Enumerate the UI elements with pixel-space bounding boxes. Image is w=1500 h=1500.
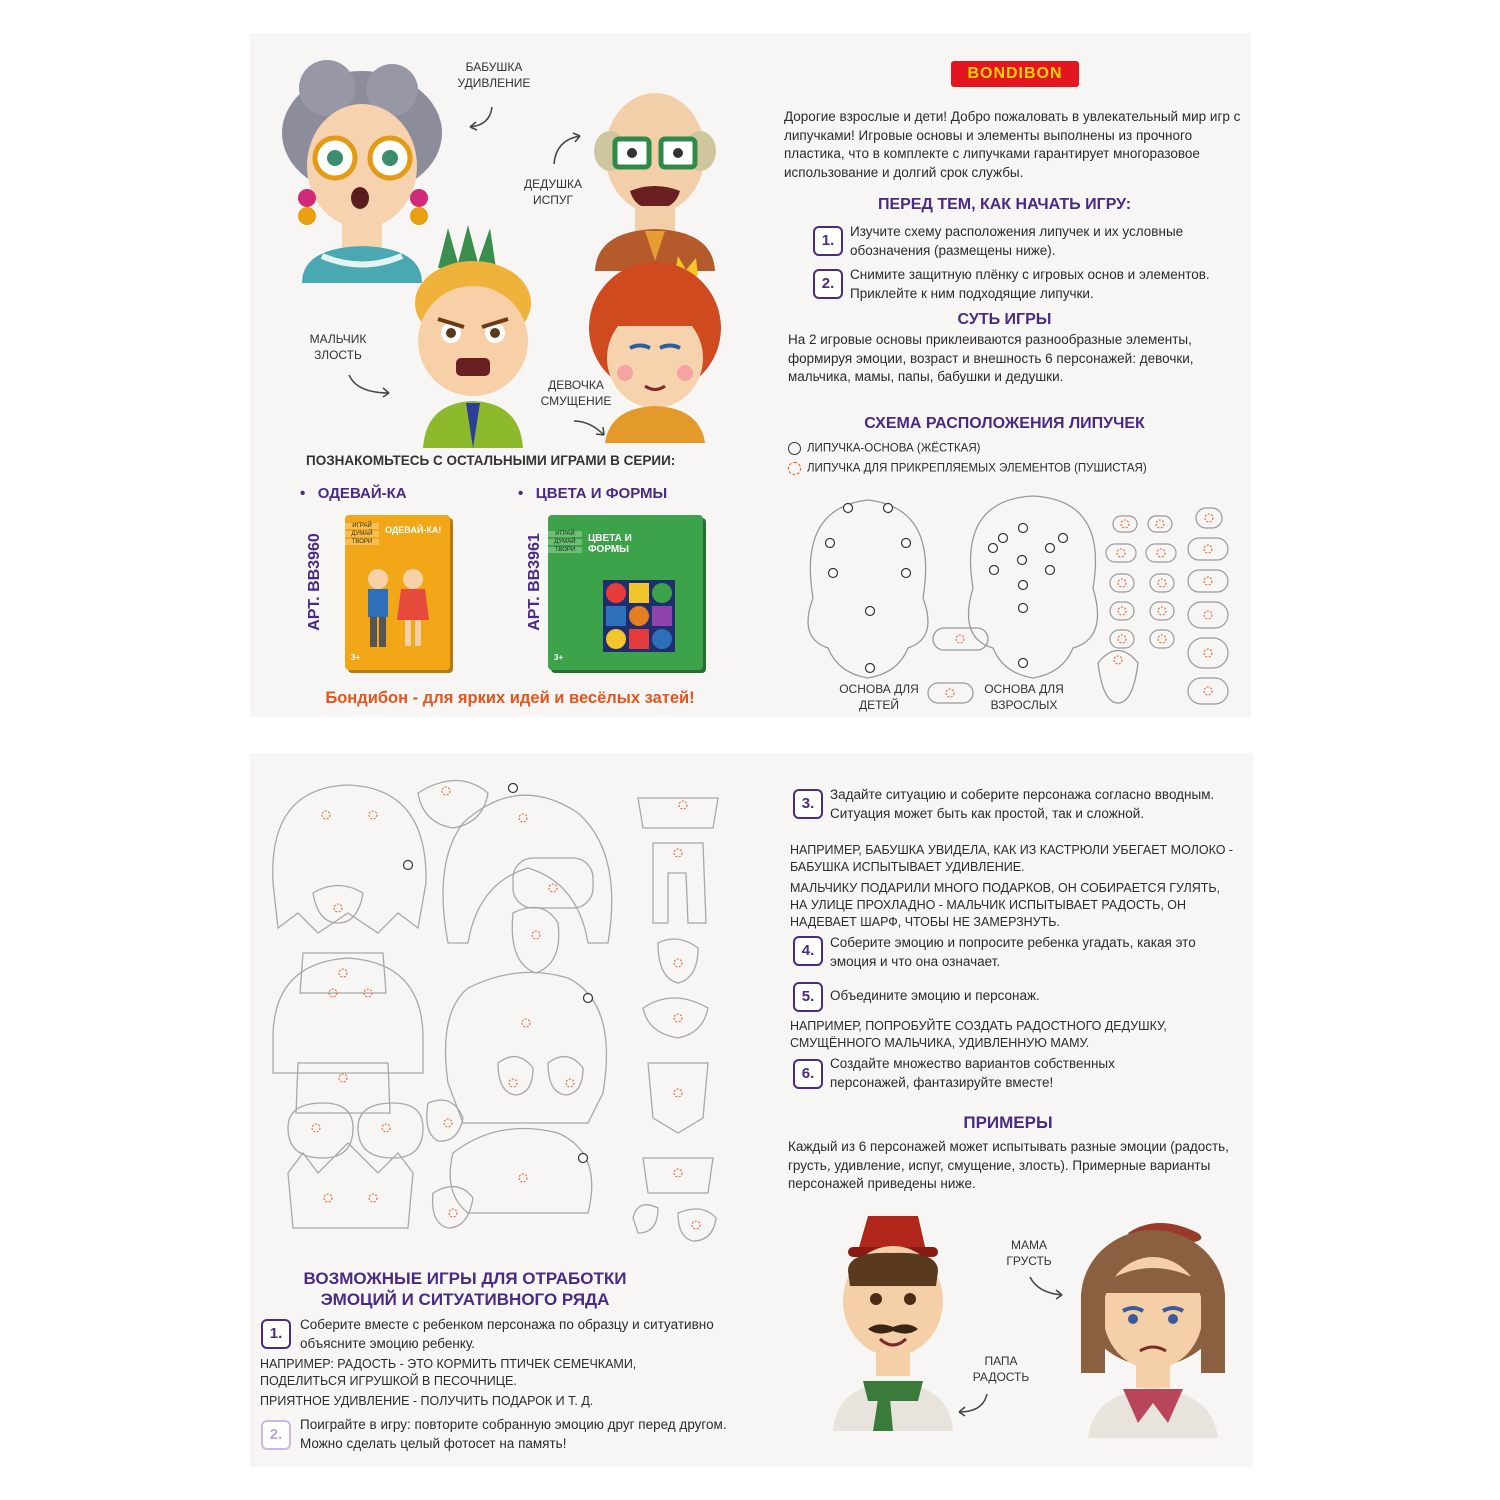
game-3-example: НАПРИМЕР, БАБУШКА УВИДЕЛА, КАК ИЗ КАСТРЮЛИ УБЕГАЕТ МОЛОКО - БАБУШКА ИСПЫТЫВАЕТ УДИВЛЕНИЕ.	[790, 843, 1234, 874]
sticker-scheme-diagram	[788, 488, 1243, 713]
step-text: Изучите схему расположения липучек и их условные обозначения (размещены ниже).	[850, 224, 1184, 258]
girl-label: ДЕВОЧКА СМУЩЕНИЕ	[540, 378, 612, 408]
mom-label: МАМА ГРУСТЬ	[1006, 1238, 1052, 1268]
essence-text: На 2 игровые основы приклеиваются разнообразные элементы, формируя эмоции, возраст и внешность 6 персонажей: девочки, мальчика, мамы, папы, бабушки и дедушки.	[788, 332, 1194, 384]
game-4-text: Соберите эмоцию и попросите ребенка угадать, какая это эмоция и что она означает.	[830, 935, 1196, 969]
mom-illustration	[1068, 1213, 1238, 1438]
intro-text: Дорогие взрослые и дети! Добро пожаловать в увлекательный мир игр с липучками! Игровые основы и элементы выполнены из прочного пластика, что в комплекте с липучками гарантирует многоразовое использование и долгий срок службы.	[784, 109, 1241, 180]
arrow-icon	[570, 415, 610, 443]
legend-soft: ЛИПУЧКА ДЛЯ ПРИКРЕПЛЯЕМЫХ ЭЛЕМЕНТОВ (ПУШИСТАЯ)	[788, 462, 1147, 475]
product-2-box[interactable]	[548, 515, 703, 670]
game-number: 1.	[261, 1319, 291, 1349]
kids-figures-icon	[353, 565, 443, 655]
game-1-text: Соберите вместе с ребенком персонажа по образцу и ситуативно объясните эмоцию ребенку.	[300, 1317, 714, 1351]
essence-title: СУТЬ ИГРЫ	[957, 311, 1052, 328]
color-grid-icon	[603, 580, 675, 652]
product-2-art: АРТ. ВВ3961	[526, 533, 543, 631]
game-2-text: Поиграйте в игру: повторите собранную эмоцию друг перед другом. Можно сделать целый фотосет на память!	[300, 1417, 727, 1451]
die-cut-parts-sheet	[258, 773, 738, 1243]
game-6-text: Создайте множество вариантов собственных персонажей, фантазируйте вместе!	[830, 1056, 1115, 1090]
page-top-left	[250, 33, 758, 717]
page-top-right	[758, 33, 1251, 717]
step-number: 2.	[813, 269, 843, 299]
examples-title: ПРИМЕРЫ	[963, 1113, 1053, 1132]
game-3-text: Задайте ситуацию и соберите персонажа согласно вводным. Ситуация может быть как простой, так и сложной.	[830, 787, 1215, 821]
boy-label: МАЛЬЧИК ЗЛОСТЬ	[309, 332, 367, 362]
box-tag: ДУМАЙ	[548, 539, 582, 545]
page-bottom-right	[758, 753, 1253, 1467]
grandpa-label: ДЕДУШКА ИСПУГ	[523, 177, 582, 207]
grandpa-illustration	[585, 81, 725, 271]
boy-illustration	[398, 223, 548, 448]
game-3-example: МАЛЬЧИКУ ПОДАРИЛИ МНОГО ПОДАРКОВ, ОН СОБИРАЕТСЯ ГУЛЯТЬ, НА УЛИЦЕ ПРОХЛАДНО - МАЛЬЧИК ИСПЫТЫВАЕТ РАДОСТЬ, ОН НАДЕВАЕТ ШАРФ, ЧТОБЫ НЕ ЗАМЕРЗНУТЬ.	[790, 881, 1221, 929]
game-1-example: НАПРИМЕР: РАДОСТЬ - ЭТО КОРМИТЬ ПТИЧЕК СЕМЕЧКАМИ, ПОДЕЛИТЬСЯ ИГРУШКОЙ В ПЕСОЧНИЦЕ.	[260, 1357, 637, 1388]
scheme-title: СХЕМА РАСПОЛОЖЕНИЯ ЛИПУЧЕК	[864, 415, 1145, 432]
slogan: Бондибон - для ярких идей и весёлых затей!	[325, 689, 695, 707]
series-title: ПОЗНАКОМЬТЕСЬ С ОСТАЛЬНЫМИ ИГРАМИ В СЕРИИ:	[306, 453, 676, 468]
grandma-label: БАБУШКА УДИВЛЕНИЕ	[457, 60, 531, 90]
product-2-name: • ЦВЕТА И ФОРМЫ	[518, 485, 668, 502]
game-5-text: Объедините эмоцию и персонаж.	[830, 988, 1040, 1003]
arrow-icon	[953, 1390, 993, 1420]
game-5-example: НАПРИМЕР, ПОПРОБУЙТЕ СОЗДАТЬ РАДОСТНОГО ДЕДУШКУ, СМУЩЁННОГО МАЛЬЧИКА, УДИВЛЕННУЮ МАМУ.	[790, 1019, 1167, 1050]
game-1-example: ПРИЯТНОЕ УДИВЛЕНИЕ - ПОЛУЧИТЬ ПОДАРОК И Т. Д.	[260, 1394, 594, 1408]
arrow-icon	[462, 103, 502, 133]
step-text: Снимите защитную плёнку с игровых основ и элементов. Приклейте к ним подходящие липучки.	[850, 267, 1210, 301]
box-title: ЦВЕТА И ФОРМЫ	[588, 533, 632, 555]
step-number: 1.	[813, 226, 843, 256]
game-number: 3.	[793, 789, 823, 819]
dad-illustration	[818, 1211, 968, 1431]
box-tag: ТВОРИ	[345, 539, 379, 545]
page-bottom-left	[250, 753, 758, 1467]
brand-logo[interactable]	[951, 61, 1079, 87]
game-number: 5.	[793, 982, 823, 1012]
age-badge: 3+	[554, 653, 564, 662]
base-kids-label: ОСНОВА ДЛЯ ДЕТЕЙ	[839, 682, 919, 712]
game-number: 4.	[793, 936, 823, 966]
before-title: ПЕРЕД ТЕМ, КАК НАЧАТЬ ИГРУ:	[877, 196, 1132, 213]
box-title: ОДЕВАЙ-КА!	[385, 525, 442, 535]
legend-hard: ЛИПУЧКА-ОСНОВА (ЖЁСТКАЯ)	[788, 442, 980, 455]
age-badge: 3+	[351, 653, 361, 662]
examples-text: Каждый из 6 персонажей может испытывать разные эмоции (радость, грусть, удивление, испуг, смущение, злость). Примерные варианты персонажей приведены ниже.	[788, 1139, 1229, 1191]
game-number: 2.	[261, 1420, 291, 1450]
arrow-icon	[345, 371, 395, 399]
brand-text: BONDIBON	[967, 65, 1063, 82]
arrow-icon	[1026, 1273, 1068, 1301]
box-tag: ИГРАЙ	[548, 531, 582, 537]
game-number: 6.	[793, 1059, 823, 1089]
arrow-icon	[550, 128, 586, 168]
games-title: ВОЗМОЖНЫЕ ИГРЫ ДЛЯ ОТРАБОТКИ ЭМОЦИЙ И СИТУАТИВНОГО РЯДА	[303, 1269, 627, 1309]
product-1-box[interactable]	[345, 515, 450, 670]
product-1-art: АРТ. ВВ3960	[306, 533, 323, 631]
box-tag: ИГРАЙ	[345, 523, 379, 529]
product-1-name: • ОДЕВАЙ-КА	[300, 485, 407, 502]
base-adults-label: ОСНОВА ДЛЯ ВЗРОСЛЫХ	[984, 682, 1064, 712]
box-tag: ТВОРИ	[548, 547, 582, 553]
box-tag: ДУМАЙ	[345, 531, 379, 537]
girl-illustration	[580, 248, 730, 443]
dad-label: ПАПА РАДОСТЬ	[972, 1354, 1030, 1384]
